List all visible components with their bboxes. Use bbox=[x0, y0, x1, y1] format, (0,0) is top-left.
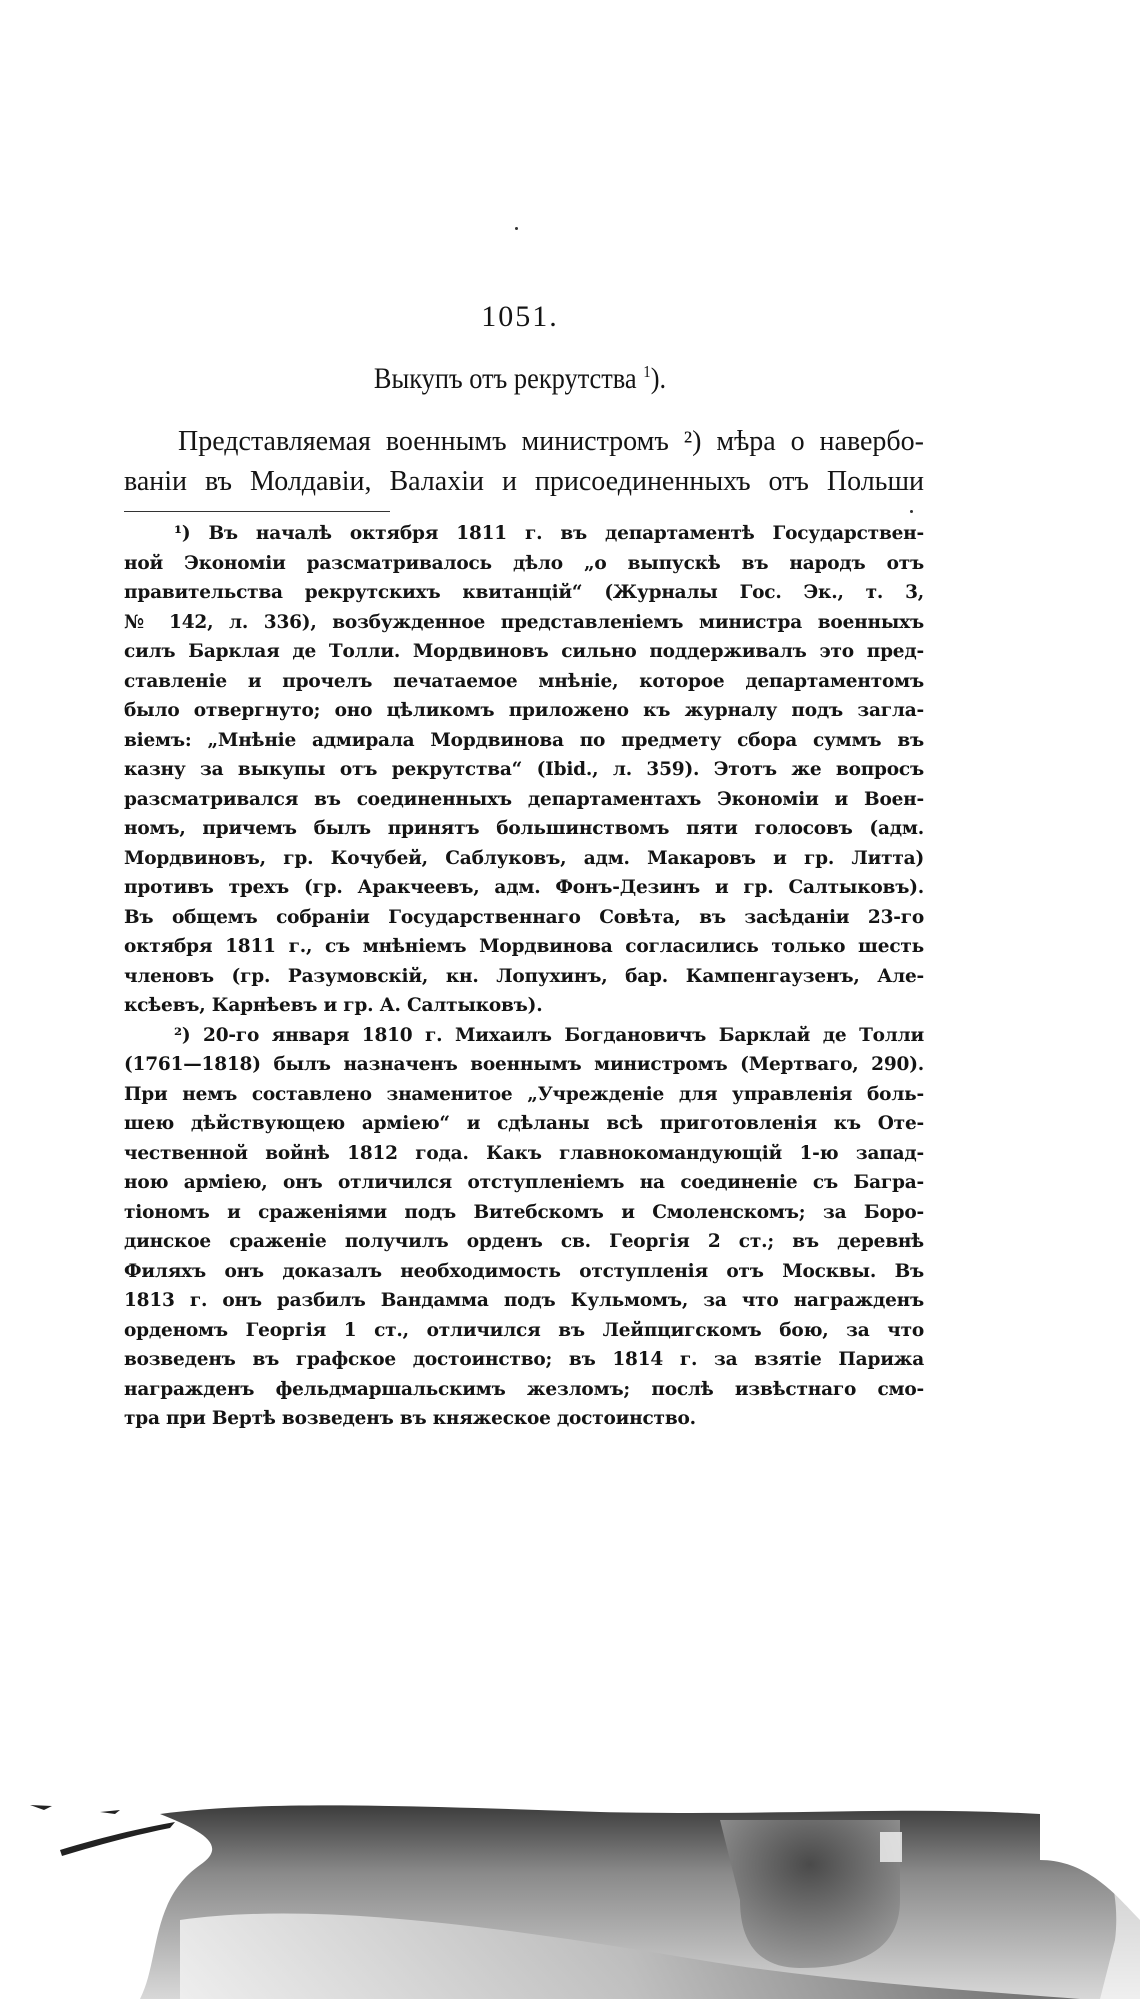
footnote-line: Мордвиновъ, гр. Кочубей, Саблуковъ, адм. Макаровъ и гр. Литта) bbox=[124, 847, 924, 869]
footnote-line: віемъ: „Мнѣніе адмирала Мордвинова по предмету сбора суммъ въ bbox=[124, 729, 924, 751]
document-title bbox=[62, 362, 977, 396]
footnote-line: ксѣевъ, Карнѣевъ и гр. А. Салтыковъ). bbox=[124, 995, 543, 1016]
title-footnote-mark: 1 bbox=[643, 362, 651, 381]
footnote-line: динское сраженіе получилъ орденъ св. Георгія 2 ст.; въ деревнѣ bbox=[124, 1231, 924, 1252]
footnote-line: № 142, л. 336), возбужденное представленіемъ министра военныхъ bbox=[124, 611, 924, 633]
document-number: 1051. bbox=[481, 300, 559, 333]
footnote-line: 1813 г. онъ разбилъ Вандамма подъ Кульмомъ, за что награжденъ bbox=[124, 1290, 924, 1311]
scan-finger-shadow bbox=[0, 1600, 1140, 1999]
ink-speck bbox=[910, 510, 913, 513]
footnote-line: чественной войнѣ 1812 года. Какъ главнокомандующій 1-ю запад- bbox=[124, 1142, 924, 1164]
finger-highlight bbox=[880, 1832, 902, 1862]
footnote-line: тра при Вертѣ возведенъ въ княжеское достоинство. bbox=[124, 1408, 696, 1429]
footnote-line: тіономъ и сраженіями подъ Витебскомъ и Смоленскомъ; за Боро- bbox=[124, 1201, 924, 1223]
footnote-line: разсматривался въ соединенныхъ департаментахъ Экономіи и Воен- bbox=[124, 788, 924, 810]
footnote-line: октября 1811 г., съ мнѣніемъ Мордвинова согласились только шесть bbox=[124, 936, 924, 957]
footnote-line: правительства рекрутскихъ квитанцій“ (Журналы Гос. Эк., т. 3, bbox=[124, 582, 924, 603]
footnote-line: ной Экономіи разсматривалось дѣло „о выпускѣ въ народъ отъ bbox=[124, 552, 924, 574]
footnote-line: номъ, причемъ былъ принятъ большинствомъ пяти голосовъ (адм. bbox=[124, 818, 924, 839]
footnote-line: ²) 20-го января 1810 г. Михаилъ Богдановичъ Барклай де Толли bbox=[174, 1024, 924, 1046]
footnotes-block bbox=[124, 519, 924, 1434]
footnote-line: ною арміею, онъ отличился отступленіемъ на соединеніе съ Багра- bbox=[124, 1172, 924, 1193]
footnote-line: Филяхъ онъ доказалъ необходимость отступленія отъ Москвы. Въ bbox=[124, 1260, 924, 1282]
footnote-line: возведенъ въ графское достоинство; въ 1814 г. за взятіе Парижа bbox=[124, 1349, 924, 1370]
body-paragraph bbox=[124, 422, 924, 502]
ink-speck bbox=[515, 227, 518, 230]
footnote-1 bbox=[124, 519, 924, 1021]
footnote-line: ¹) Въ началѣ октября 1811 г. въ департаментѣ Государствен- bbox=[174, 523, 924, 544]
footnote-line: шею дѣйствующею арміею“ и сдѣланы всѣ приготовленія къ Оте- bbox=[124, 1113, 924, 1134]
scan-debris-left bbox=[30, 1805, 175, 1856]
footnote-line: казну за выкупы отъ рекрутства“ (Ibid., л. 359). Этотъ же вопросъ bbox=[124, 759, 924, 780]
body-line: ваніи въ Молдавіи, Валахіи и присоединенныхъ отъ Польши bbox=[124, 466, 924, 497]
footnote-line: (1761—1818) былъ назначенъ военнымъ министромъ (Мертваго, 290). bbox=[124, 1054, 924, 1075]
footnote-line: Въ общемъ собраніи Государственнаго Совѣта, въ засѣданіи 23-го bbox=[124, 906, 924, 928]
footnote-line: было отвергнуто; оно цѣликомъ приложено къ журналу подъ загла- bbox=[124, 700, 924, 721]
footnote-line: орденомъ Георгія 1 ст., отличился въ Лейпцигскомъ бою, за что bbox=[124, 1319, 924, 1341]
body-line: Представляемая военнымъ министромъ ²) мѣра о навербо- bbox=[178, 426, 924, 457]
footnote-2 bbox=[124, 1021, 924, 1434]
footnote-line: награжденъ фельдмаршальскимъ жезломъ; послѣ извѣстнаго смо- bbox=[124, 1378, 924, 1400]
title-closing: ). bbox=[650, 362, 667, 395]
footnote-line: членовъ (гр. Разумовскій, кн. Лопухинъ, бар. Кампенгаузенъ, Але- bbox=[124, 965, 924, 987]
footnote-line: противъ трехъ (гр. Аракчеевъ, адм. Фонъ-Дезинъ и гр. Салтыковъ). bbox=[124, 877, 924, 898]
document-title-text: Выкупъ отъ рекрутства bbox=[373, 362, 637, 395]
footnote-line: При немъ составлено знаменитое „Учрежденіе для управленія боль- bbox=[124, 1083, 924, 1105]
footnote-separator bbox=[124, 511, 390, 512]
footnote-line: силъ Барклая де Толли. Мордвиновъ сильно поддерживалъ это пред- bbox=[124, 641, 924, 662]
footnote-line: ставленіе и прочелъ печатаемое мнѣніе, которое департаментомъ bbox=[124, 670, 924, 692]
